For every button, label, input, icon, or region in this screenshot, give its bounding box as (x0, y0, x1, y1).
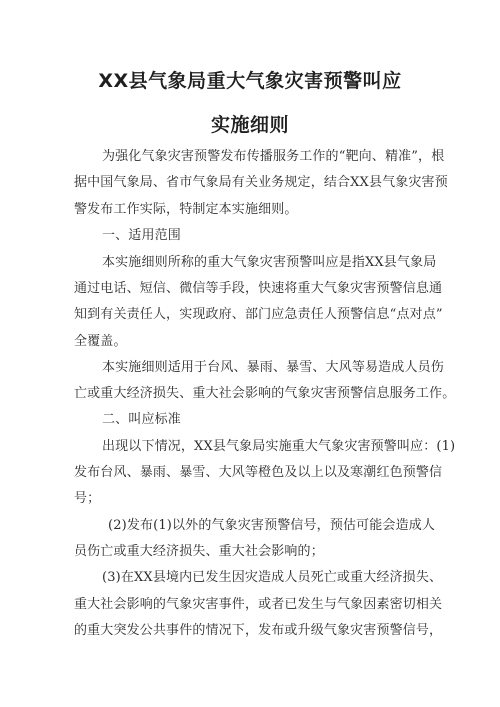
paragraph-line: 本实施细则适用于台风、暴雨、暴雪、大风等易造成人员伤 (102, 360, 444, 375)
paragraph-line: 出现以下情况，XX县气象局实施重大气象灾害预警叫应：(1) (102, 439, 456, 454)
paragraph-line: (2)发布(1)以外的气象灾害预警信号，预估可能会造成人 (108, 518, 436, 533)
paragraph-line: (3)在XX县境内已发生因灾造成人员死亡或重大经济损失、 (102, 570, 443, 585)
document-title: XX县气象局重大气象灾害预警叫应 (98, 70, 402, 92)
paragraph-line: 通过电话、短信、微信等手段，快速将重大气象灾害预警信息通 (74, 281, 443, 296)
paragraph-line: 全覆盖。 (74, 334, 127, 349)
paragraph-line: 发布台风、暴雨、暴雪、大风等橙色及以上以及寒潮红色预警信 (74, 465, 443, 480)
paragraph-line: 警发布工作实际，特制定本实施细则。 (74, 202, 298, 217)
paragraph-line: 本实施细则所称的重大气象灾害预警叫应是指XX县气象局 (102, 255, 437, 270)
paragraph-line: 知到有关责任人，实现政府、部门应急责任人预警信息“点对点” (74, 307, 443, 322)
paragraph-line: 重大社会影响的气象灾害事件，或者已发生与气象因素密切相关 (74, 597, 443, 612)
section-heading-scope: 一、适用范围 (102, 228, 181, 243)
paragraph-line: 的重大突发公共事件的情况下，发布或升级气象灾害预警信号， (74, 623, 443, 638)
paragraph-line: 据中国气象局、省市气象局有关业务规定，结合XX县气象灾害预 (74, 175, 448, 190)
paragraph-line: 为强化气象灾害预警发布传播服务工作的“靶向、精准”，根 (102, 149, 445, 164)
paragraph-line: 员伤亡或重大经济损失、重大社会影响的； (74, 544, 324, 559)
paragraph-line: 亡或重大经济损失、重大社会影响的气象灾害预警信息服务工作。 (74, 386, 456, 401)
paragraph-line: 号； (74, 491, 101, 506)
document-subtitle: 实施细则 (210, 114, 289, 136)
section-heading-criteria: 二、叫应标准 (102, 412, 181, 427)
